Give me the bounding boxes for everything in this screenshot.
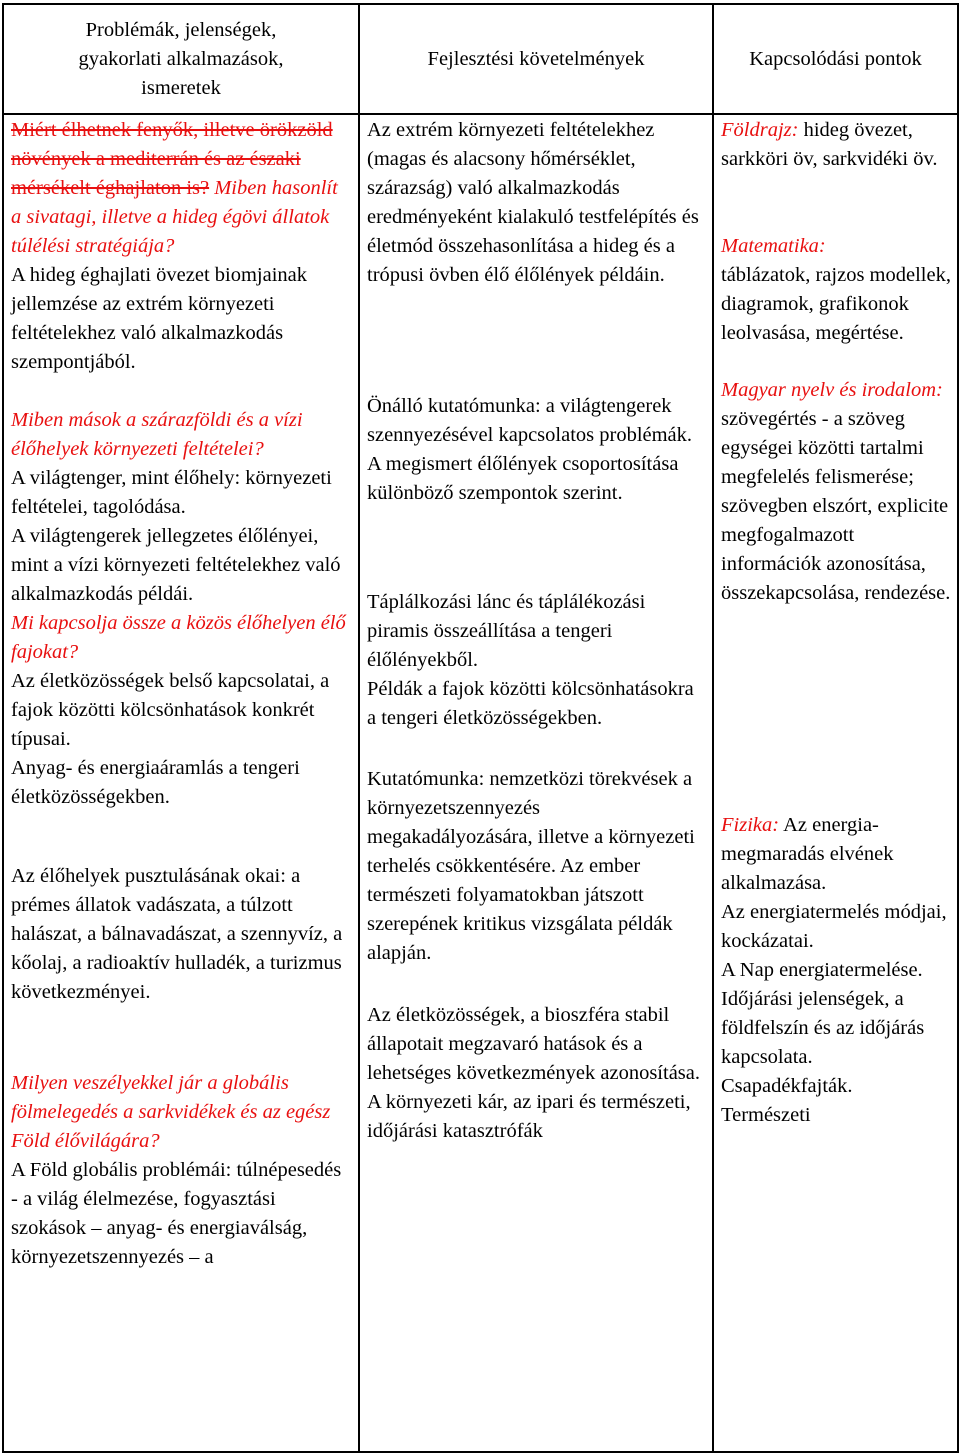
problems-cell bbox=[3, 114, 359, 1452]
paragraph-habitat-loss: Az élőhelyek pusztulásának okai: a prémes állatok vadászata, a túlzott halászat, a bálnavadászat, a szennyvíz, a kőolaj, a radioaktív hulladék, a turizmus következményei. bbox=[11, 865, 343, 1003]
struck-question: Miért élhetnek fenyők, illetve örökzöld növények a mediterrán és az északi mérsékelt éghajlaton is? bbox=[11, 119, 333, 199]
paragraph-energy-flow: Anyag- és energiaáramlás a tengeri életközösségekben. bbox=[11, 757, 300, 808]
question-survival-strategy: Miben hasonlít a sivatagi, illetve a hideg égövi állatok túlélési stratégiája? bbox=[11, 177, 338, 257]
question-adaptation bbox=[11, 116, 352, 261]
literature-label: Magyar nyelv és irodalom: bbox=[721, 379, 943, 401]
requirements-cell bbox=[359, 114, 713, 1452]
header-connections: Kapcsolódási pontok bbox=[713, 4, 958, 114]
question-habitats: Miben mások a szárazföldi és a vízi élőhelyek környezeti feltételei? bbox=[11, 409, 303, 460]
requirement-extreme-conditions: Az extrém környezeti feltételekhez (magas és alacsony hőmérséklet, szárazság) való alkalmazkodás eredményeként kialakuló testfelépítés és életmód összehasonlítása a hideg és a trópusi övben élő élőlények példáin. bbox=[367, 119, 699, 286]
requirement-grouping: A megismert élőlények csoportosítása különböző szempontok szerint. bbox=[367, 453, 679, 504]
requirement-interactions: Példák a fajok közötti kölcsönhatásokra a tengeri életközösségekben. bbox=[367, 678, 694, 729]
table-body-row bbox=[3, 114, 958, 1452]
connection-physics bbox=[721, 811, 951, 898]
physics-sun-energy: A Nap energiatermelése. bbox=[721, 959, 923, 981]
geography-text: hideg övezet, sarkköri öv, sarkvidéki öv. bbox=[721, 119, 938, 170]
requirement-food-chain: Táplálkozási lánc és táplálékozási piramis összeállítása a tengeri élőlényekből. bbox=[367, 591, 646, 671]
requirement-damage: A környezeti kár, az ipari és természeti, időjárási katasztrófák bbox=[367, 1091, 691, 1142]
paragraph-cold-biomes: A hideg éghajlati övezet biomjainak jellemzése az extrém környezeti feltételekhez való alkalmazkodás szempontjából. bbox=[11, 264, 308, 373]
mathematics-text: táblázatok, rajzos modellek, diagramok, grafikonok leolvasása, megértése. bbox=[721, 264, 951, 344]
requirement-disturbances: Az életközösségek, a bioszféra stabil állapotait megzavaró hatások és a lehetséges következmények azonosítása. bbox=[367, 1004, 700, 1084]
curriculum-table bbox=[2, 3, 959, 1453]
requirement-international-efforts: Kutatómunka: nemzetközi törekvések a környezetszennyezés megakadályozására, illetve a környezeti terhelés csökkentésére. Az ember természeti folyamatokban játszott szerepének kritikus vizsgálata példák alapján. bbox=[367, 768, 695, 964]
question-species-connection: Mi kapcsolja össze a közös élőhelyen élő fajokat? bbox=[11, 612, 346, 663]
requirement-research-pollution: Önálló kutatómunka: a világtengerek szennyezésével kapcsolatos problémák. bbox=[367, 395, 693, 446]
question-global-warming: Milyen veszélyekkel jár a globális fölmelegedés a sarkvidékek és az egész Föld élővilágára? bbox=[11, 1072, 331, 1152]
physics-text: Az energia-megmaradás elvének alkalmazása. bbox=[721, 814, 894, 894]
header-requirements: Fejlesztési követelmények bbox=[359, 4, 713, 114]
paragraph-ocean-organisms: A világtengerek jellegzetes élőlényei, mint a vízi környezeti feltételekhez való alkalmazkodás példái. bbox=[11, 525, 341, 605]
physics-natural: Természeti bbox=[721, 1104, 811, 1126]
physics-weather: Időjárási jelenségek, a földfelszín és az időjárás kapcsolata. bbox=[721, 988, 925, 1068]
physics-energy-production: Az energiatermelés módjai, kockázatai. bbox=[721, 901, 947, 952]
physics-precipitation: Csapadékfajták. bbox=[721, 1075, 853, 1097]
table-header-row bbox=[3, 4, 958, 114]
header-problems-line-1: Problémák, jelenségek, bbox=[85, 18, 277, 41]
header-problems-line-3: ismeretek bbox=[141, 76, 221, 99]
paragraph-world-ocean: A világtenger, mint élőhely: környezeti feltételei, tagolódása. bbox=[11, 467, 332, 518]
paragraph-global-problems: A Föld globális problémái: túlnépesedés - a világ élelmezése, fogyasztási szokások – anyag- és energiaválság, környezetszennyezés – a bbox=[11, 1159, 342, 1268]
literature-text: szövegértés - a szöveg egységei közötti tartalmi megfelelés felismerése; szövegben elszórt, explicite megfogalmazott információk azonosítása, összekapcsolása, rendezése. bbox=[721, 408, 951, 604]
header-problems bbox=[3, 4, 359, 114]
header-problems-line-2: gyakorlati alkalmazások, bbox=[78, 47, 284, 70]
mathematics-label: Matematika: bbox=[721, 235, 826, 257]
physics-label: Fizika: bbox=[721, 814, 780, 836]
paragraph-community-relations: Az életközösségek belső kapcsolatai, a fajok közötti kölcsönhatások konkrét típusai. bbox=[11, 670, 330, 750]
geography-label: Földrajz: bbox=[721, 119, 799, 141]
connections-cell bbox=[713, 114, 958, 1452]
connection-geography bbox=[721, 116, 951, 174]
